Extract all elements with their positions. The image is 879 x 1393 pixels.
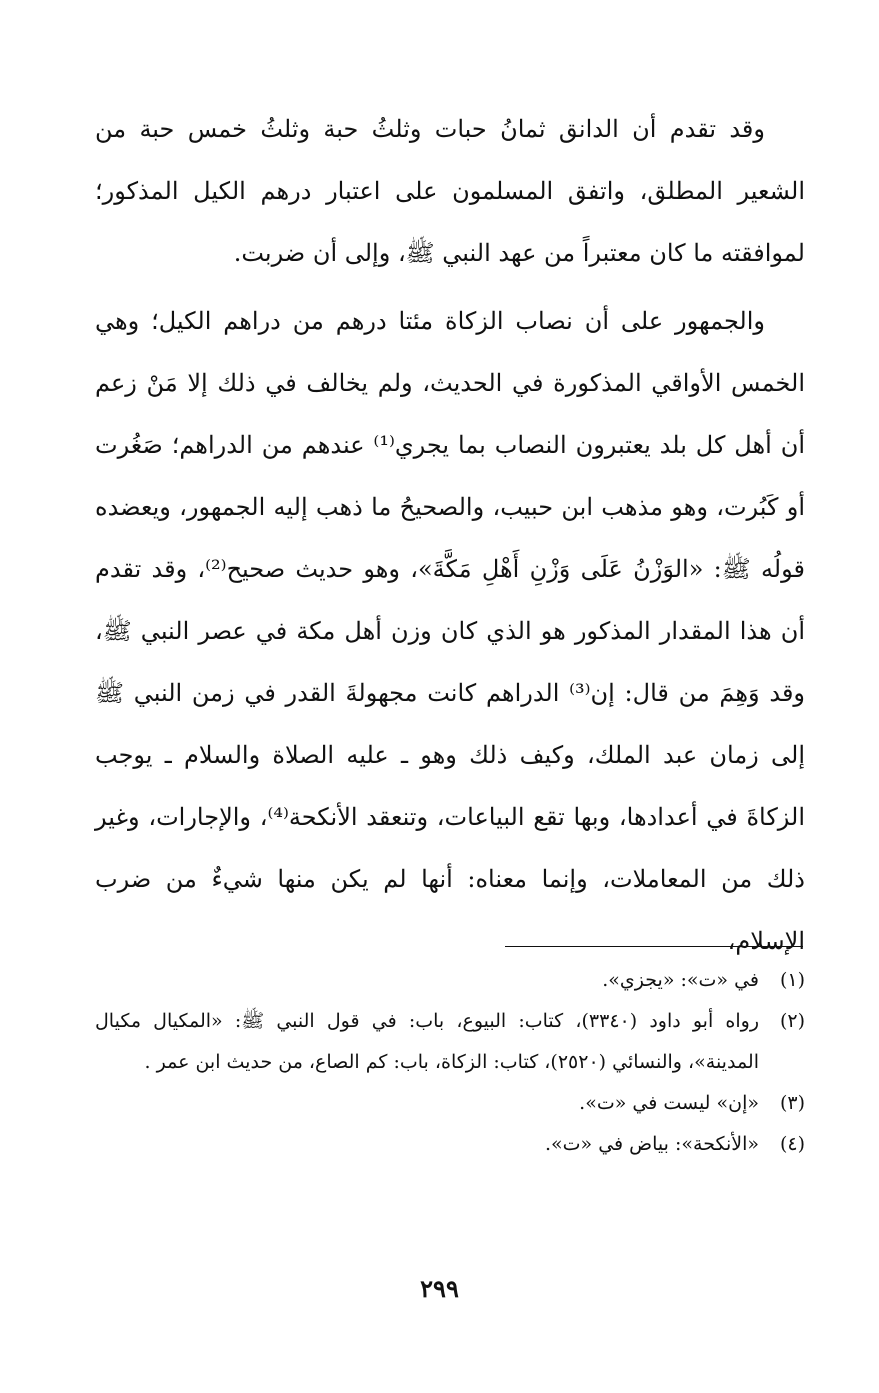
footnote-text: «إن» ليست في «ت». [579,1092,759,1114]
page-number: ٢٩٩ [420,1274,459,1303]
main-text-block [95,98,805,972]
footnote-4 [95,1124,805,1165]
footnote-number: (٣) [779,1092,805,1114]
footnotes [95,960,805,1165]
body-text [95,98,805,972]
footnote-text: في «ت»: «يجزي». [602,969,759,991]
footnote-3 [95,1083,805,1124]
footnote-1 [95,960,805,1001]
paragraph-1: وقد تقدم أن الدانق ثمانُ حبات وثلثُ حبة وثلثُ خمس حبة من الشعير المطلق، واتفق المسلمون على اعتبار درهم الكيل المذكور؛ لموافقته ما كان معتبراً من عهد النبي ﷺ، وإلى أن ضربت. [95,115,805,267]
footnote-text: رواه أبو داود (٣٣٤٠)، كتاب: البيوع، باب: في قول النبي ﷺ: «المكيال مكيال المدينة»، والنسائي (٢٥٢٠)، كتاب: الزكاة، باب: كم الصاع، من حديث ابن عمر . [95,1010,760,1073]
footnote-number: (٢) [779,1010,805,1032]
footnote-divider [505,946,803,947]
paragraph-2: والجمهور على أن نصاب الزكاة مئتا درهم من دراهم الكيل؛ وهي الخمس الأواقي المذكورة في الحديث، ولم يخالف في ذلك إلا مَنْ زعم أن أهل كل بلد يعتبرون النصاب بما يجري⁽¹⁾ عندهم من الدراهم؛ صَغُرت أو كَبُرت، وهو مذهب ابن حبيب، والصحيحُ ما ذهب إليه الجمهور، ويعضده قولُه ﷺ: «الوَزْنُ عَلَى وَزْنِ أَهْلِ مَكَّةَ»، وهو حديث صحيح⁽²⁾، وقد تقدم أن هذا المقدار المذكور هو الذي كان وزن أهل مكة في عصر النبي ﷺ، وقد وَهِمَ من قال: إن⁽³⁾ الدراهم كانت مجهولةَ القدر في زمن النبي ﷺ إلى زمان عبد الملك، وكيف ذلك وهو ـ عليه الصلاة والسلام ـ يوجب الزكاةَ في أعدادها، وبها تقع البياعات، وتنعقد الأنكحة⁽⁴⁾، والإجارات، وغير ذلك من المعاملات، وإنما معناه: أنها لم يكن منها شيءٌ من ضرب الإسلام، [95,307,806,955]
footnote-2 [95,1001,805,1083]
footnote-text: «الأنكحة»: بياض في «ت». [545,1133,759,1155]
footnote-number: (١) [779,969,805,991]
footnote-number: (٤) [779,1133,805,1155]
